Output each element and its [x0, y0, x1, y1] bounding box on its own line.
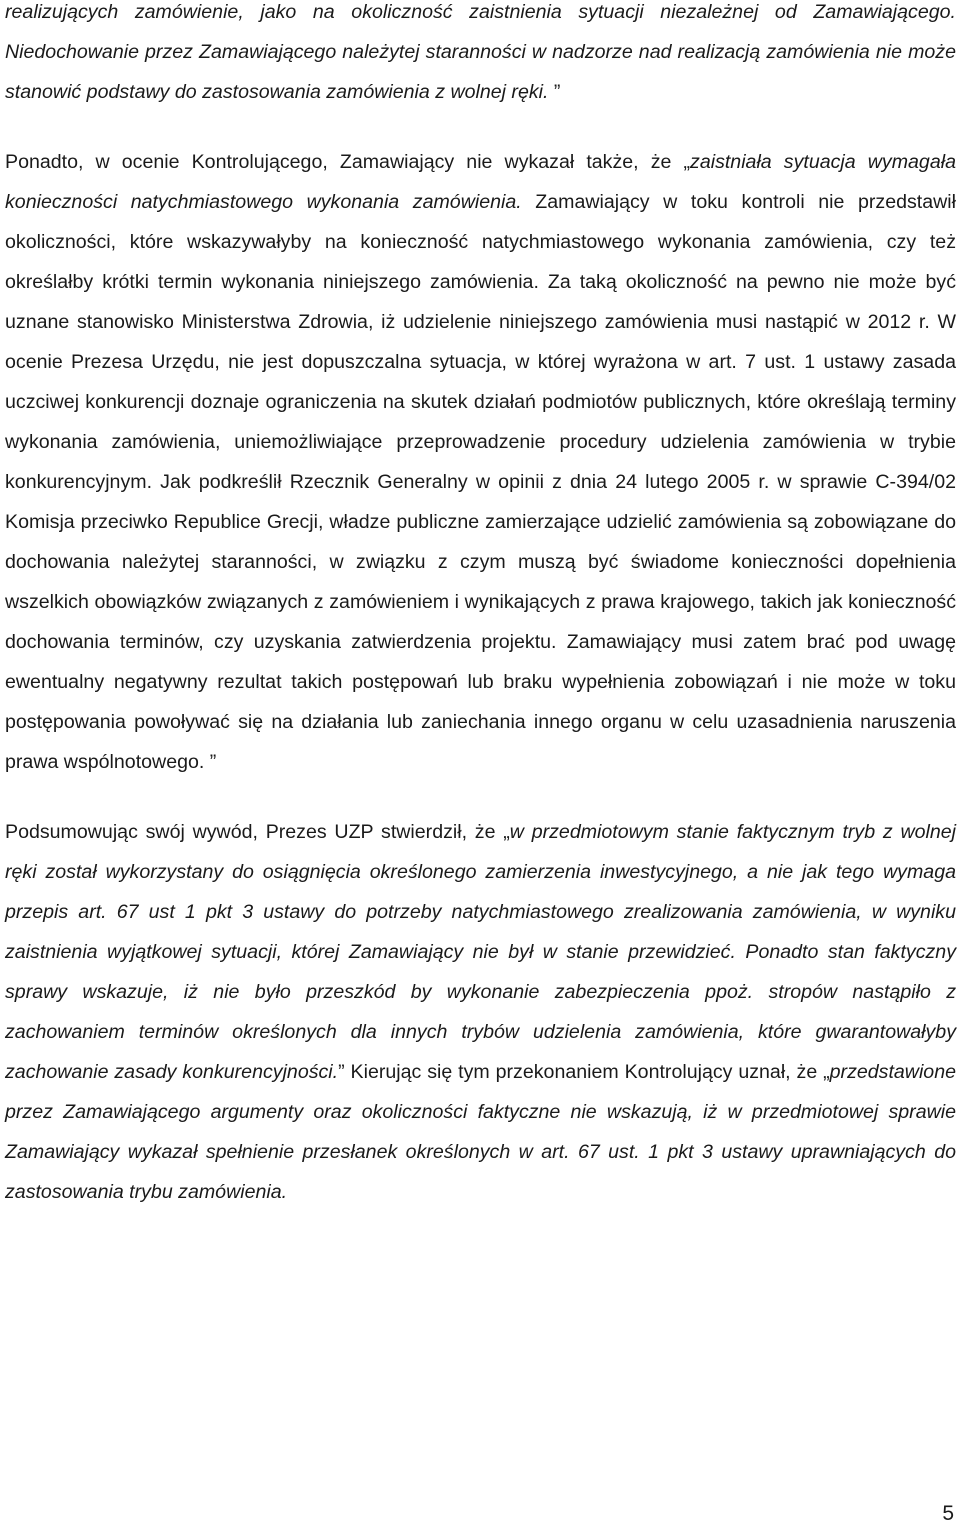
paragraph-2-body-text: Zamawiający w toku kontroli nie przedstawił okoliczności, które wskazywałyby na konieczność natychmiastowego wykonania zamówienia, czy też określałby krótki termin wykonania niniejszego zamówienia. Za taką okoliczność na pewno nie może być uznane stanowisko Ministerstwa Zdrowia, iż udzielenie niniejszego zamówienia musi nastąpić w 2012 r. W ocenie Prezesa Urzędu, nie jest dopuszczalna sytuacja, w której wyrażona w art. 7 ust. 1 ustawy zasada uczciwej konkurencji doznaje ograniczenia na skutek działań podmiotów publicznych, które określają terminy wykonania zamówienia, uniemożliwiające przeprowadzenie procedury udzielenia zamówienia w trybie konkurencyjnym. Jak podkreślił Rzecznik Generalny w opinii z dnia 24 lutego 2005 r. w sprawie C-394/02 Komisja przeciwko Republice Grecji, władze publiczne zamierzające udzielić zamówienia są zobowiązane do dochowania należytej staranności, w związku z czym muszą być świadome konieczności dopełnienia wszelkich obowiązków związanych z zamówieniem i wynikających z prawa krajowego, takich jak konieczność dochowania terminów, czy uzyskania zatwierdzenia projektu. Zamawiający musi zatem brać pod uwagę ewentualny negatywny rezultat takich postępowań lub braku wypełnienia zobowiązań i nie może w toku postępowania powoływać się na działania lub zaniechania innego organu w celu uzasadnienia naruszenia prawa wspólnotowego. [5, 191, 956, 773]
paragraph-3 [5, 812, 956, 1212]
paragraph-2 [5, 142, 956, 782]
paragraph-2-quoted-text: zaistniała sytuacja wymagała konieczności natychmiastowego wykonania zamówienia. [5, 151, 956, 213]
paragraph-1-closing-quote: ” [548, 81, 561, 103]
document-page [5, 0, 956, 1212]
paragraph-2-intro-text: Ponadto, w ocenie Kontrolującego, Zamawiający nie wykazał także, że „ [5, 151, 691, 173]
page-number: 5 [942, 1502, 954, 1525]
paragraph-3-middle-text: ” Kierując się tym przekonaniem Kontrolujący uznał, że „ [338, 1061, 830, 1083]
paragraph-1-italic-text: realizujących zamówienie, jako na okoliczność zaistnienia sytuacji niezależnej od Zamawiającego. Niedochowanie przez Zamawiającego należytej staranności w nadzorze nad realizacją zamówienia nie może stanowić podstawy do zastosowania zamówienia z wolnej ręki. [5, 1, 956, 103]
paragraph-1 [5, 0, 956, 112]
paragraph-2-closing-quote: ” [204, 751, 217, 773]
paragraph-3-quoted-text-1: w przedmiotowym stanie faktycznym tryb z wolnej ręki został wykorzystany do osiągnięcia określonego zamierzenia inwestycyjnego, a nie jak tego wymaga przepis art. 67 ust 1 pkt 3 ustawy do potrzeby natychmiastowego zrealizowania zamówienia, w wyniku zaistnienia wyjątkowej sytuacji, której Zamawiający nie był w stanie przewidzieć. Ponadto stan faktyczny sprawy wskazuje, iż nie było przeszkód by wykonanie zabezpieczenia ppoż. stropów nastąpiło z zachowaniem terminów określonych dla innych trybów udzielenia zamówienia, które gwarantowałyby zachowanie zasady konkurencyjności. [5, 821, 956, 1083]
paragraph-3-intro-text: Podsumowując swój wywód, Prezes UZP stwierdził, że „ [5, 821, 510, 843]
paragraph-3-quoted-text-2: przedstawione przez Zamawiającego argumenty oraz okoliczności faktyczne nie wskazują, iż w przedmiotowej sprawie Zamawiający wykazał spełnienie przesłanek określonych w art. 67 ust. 1 pkt 3 ustawy uprawniających do zastosowania trybu zamówienia. [5, 1061, 957, 1203]
